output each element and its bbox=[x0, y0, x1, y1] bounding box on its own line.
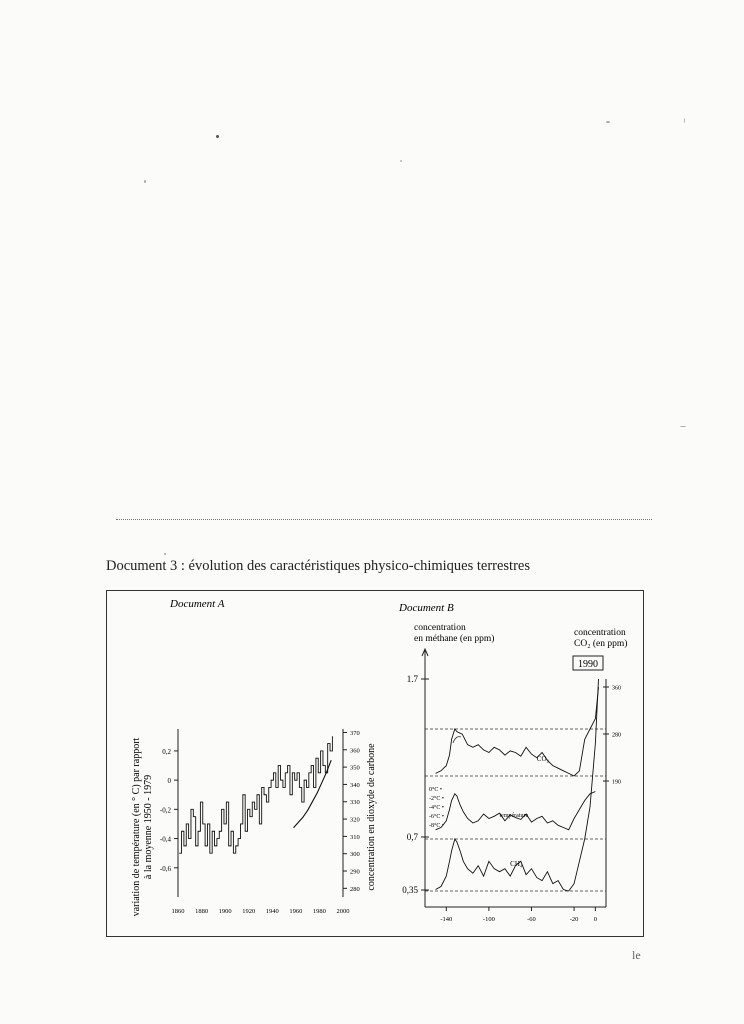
figure-svg bbox=[107, 591, 643, 936]
doc-b-temperature-series-label: température bbox=[499, 813, 529, 819]
doc-a-x-tick-label: 1880 bbox=[195, 908, 209, 915]
doc-b-temperature-scale-label: -6°C • bbox=[429, 814, 444, 820]
doc-b-right-label-line2: CO₂ (en ppm) bbox=[574, 639, 628, 649]
doc-b-left-label-line1: concentration bbox=[414, 623, 466, 633]
doc-a-left-label-line2: à la moyenne 1950 - 1979 bbox=[143, 774, 154, 880]
doc-b-x-tick-label: -20 bbox=[569, 916, 579, 923]
doc-b-temperature-line bbox=[436, 792, 596, 830]
doc-a-right-label: concentration en dioxyde de carbone bbox=[366, 743, 377, 891]
doc-a-right-tick-label: 280 bbox=[350, 885, 360, 893]
doc-b-x-tick-label: -140 bbox=[440, 916, 453, 923]
scan-speck bbox=[216, 135, 219, 138]
doc-a-x-tick-label: 1920 bbox=[242, 908, 256, 915]
hand-mark bbox=[453, 737, 461, 743]
doc-a-left-tick-label: -0,2 bbox=[159, 806, 171, 815]
doc-b-co2-series-label: CO₂ bbox=[536, 755, 549, 763]
doc-a-left-tick-label: -0,6 bbox=[159, 864, 171, 873]
doc-a-right-tick-label: 350 bbox=[350, 764, 360, 772]
doc-b-label: Document B bbox=[399, 602, 454, 614]
doc-a-right-tick-label: 310 bbox=[350, 833, 360, 841]
doc-a-right-tick-label: 300 bbox=[350, 851, 360, 859]
doc-a-left-label-line1: variation de température (en ° C) par rapport bbox=[131, 737, 142, 917]
scan-speck bbox=[144, 180, 146, 183]
doc-a-x-tick-label: 1860 bbox=[171, 908, 185, 915]
doc-b-left-tick-label: 1.7 bbox=[406, 674, 418, 684]
doc-b-x-tick-label: 0 bbox=[593, 916, 597, 923]
doc-a-right-tick-label: 330 bbox=[350, 799, 360, 807]
dotted-separator bbox=[116, 519, 652, 520]
doc-a-temperature-line bbox=[179, 736, 332, 853]
doc-a-left-tick-label: 0 bbox=[167, 777, 171, 786]
scan-speck bbox=[606, 121, 610, 123]
doc-a-left-tick-label: -0,4 bbox=[159, 835, 171, 844]
doc-b-temperature-scale-label: 0°C • bbox=[429, 787, 443, 793]
doc-b-right-label-line1: concentration bbox=[574, 628, 626, 638]
document-title: Document 3 : évolution des caractéristiques physico-chimiques terrestres bbox=[106, 558, 530, 574]
doc-b-temperature-scale-label: -8°C • bbox=[429, 823, 444, 829]
doc-b-temperature-scale-label: -2°C • bbox=[429, 796, 444, 802]
scan-speck bbox=[684, 118, 685, 123]
doc-a-x-tick-label: 1980 bbox=[312, 908, 326, 915]
doc-a-right-tick-label: 290 bbox=[350, 868, 360, 876]
doc-b-axes bbox=[402, 649, 621, 923]
doc-a-axes bbox=[160, 729, 360, 915]
scan-speck bbox=[400, 160, 402, 162]
doc-b-ch4-series-label: CH₄ bbox=[510, 860, 523, 868]
doc-a-right-tick-label: 360 bbox=[350, 747, 360, 755]
doc-b-x-tick-label: -100 bbox=[482, 916, 495, 923]
doc-b-left-label-line2: en méthane (en ppm) bbox=[414, 634, 495, 644]
doc-b-left-tick-label: 0,35 bbox=[402, 885, 418, 895]
figure-frame bbox=[106, 590, 644, 937]
doc-a-right-tick-label: 320 bbox=[350, 816, 360, 824]
doc-b-right-tick-label: 360 bbox=[612, 685, 621, 692]
doc-b-right-tick-label: 190 bbox=[612, 779, 621, 786]
doc-b-co2-line bbox=[436, 687, 599, 776]
year-1990-label: 1990 bbox=[578, 659, 598, 670]
doc-b-x-tick-label: -60 bbox=[527, 916, 536, 923]
scan-speck bbox=[164, 553, 166, 555]
doc-a-x-tick-label: 1900 bbox=[218, 908, 232, 915]
scan-speck bbox=[680, 426, 686, 427]
doc-a-x-tick-label: 2000 bbox=[336, 908, 350, 915]
doc-a-plot bbox=[179, 736, 332, 853]
doc-b-temperature-scale-label: -4°C • bbox=[429, 805, 444, 811]
doc-a-x-tick-label: 1940 bbox=[265, 908, 279, 915]
doc-b-plot bbox=[436, 679, 599, 891]
doc-a-left-tick-label: 0,2 bbox=[162, 747, 171, 756]
doc-a-x-tick-label: 1960 bbox=[289, 908, 303, 915]
doc-b-right-tick-label: 280 bbox=[612, 732, 621, 739]
doc-a-label: Document A bbox=[170, 598, 225, 610]
corner-mark: le bbox=[632, 948, 641, 962]
doc-a-right-tick-label: 340 bbox=[350, 781, 360, 789]
doc-a-right-tick-label: 370 bbox=[350, 729, 360, 737]
doc-b-left-tick-label: 0,7 bbox=[406, 832, 418, 842]
